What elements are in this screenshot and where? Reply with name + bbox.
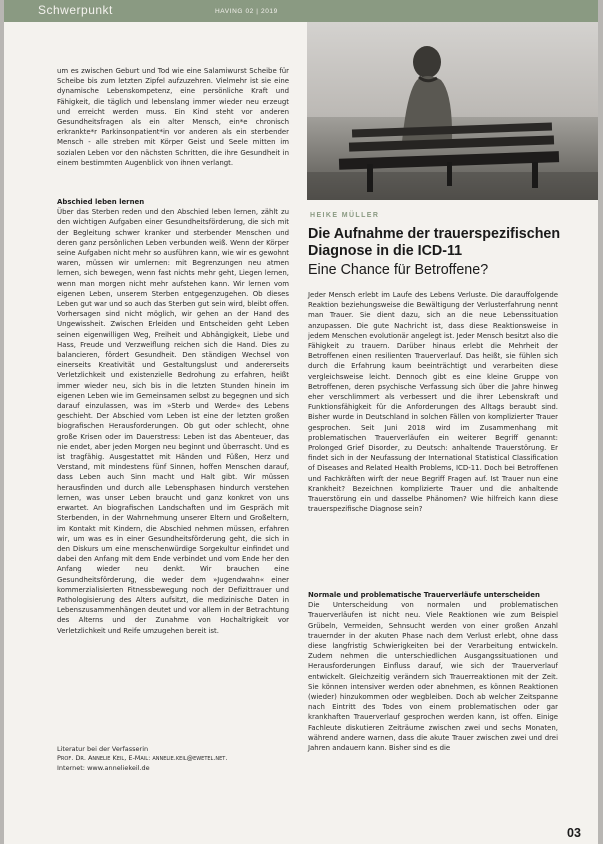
article-paragraph-1: Jeder Mensch erlebt im Laufe des Lebens Verluste. Die darauffolgende Reaktion beziehungsweise die Bewältigung der Verlusterfahrung nennt man Trauer. Sie dient dazu, sich an die neue Lebenssituation anzupassen. Die gute Nachricht ist, dass diese Reaktionsweise in jedem Menschen evolutionär angelegt ist. Jeder Mensch besitzt also die Fähigkeit zu trauern. Darüber hinaus erlebt die Mehrheit der Betroffenen einen resilienten Trauerverlauf. Das heißt, sie fühlen sich durch die Erfahrung kaum beeinträchtigt und verarbeiten diese vergleichsweise leicht. Dennoch gibt es eine kleine Gruppe von Betroffenen, deren psychische Verfassung sich über die Jahre hinweg eher verschlimmert als verbessert und die ihrer Lebenskraft und Funktionsfähigkeit für die Anforderungen des Alltags beraubt sind. Bisher wurde in Deutschland in solchen Fällen von komplizierter Trauer gesprochen. Seit Juni 2018 wird im Zusammenhang mit problematischen Trauerverläufen ein weiterer Begriff genannt: Prolonged Grief Disorder, zu Deutsch: anhaltende Trauerstörung. Er findet sich in der Neufassung der International Statistical Classification of Diseases and Related Health Problems, ICD-11. Doch bei Betroffenen und Fachkräften wirft der neue Begriff Fragen auf. Ist Trauer nun eine Krankheit? Bezeichnen komplizierte Trauer und die anhaltende Trauerstörung ein und dasselbe Phänomen? Wie hilfreich kann diese trauerspezifische Diagnose sein? — [308, 291, 558, 514]
section-heading: Abschied leben lernen — [57, 198, 145, 206]
section-title: Schwerpunkt — [38, 3, 113, 17]
article-heading-2: Normale und problematische Trauerverläufe unterscheiden — [308, 591, 540, 599]
author-contact: Prof. Dr. Annelie Keil, E-Mail: annelie.keil@ewetel.net. — [57, 754, 228, 762]
author-website: Internet: www.anneliekeil.de — [57, 763, 150, 772]
photo-image — [307, 22, 598, 200]
person-on-bench-photo — [307, 22, 598, 200]
left-intro-text — [57, 66, 289, 168]
right-text-1 — [308, 290, 558, 514]
left-main-text — [57, 197, 289, 636]
footnote-heading: Literatur bei der Verfasserin — [57, 745, 149, 753]
author-footnote — [57, 745, 289, 773]
right-text-2 — [308, 590, 558, 753]
issue-label: HAVING 02 | 2019 — [215, 8, 278, 15]
page-number: 03 — [567, 826, 581, 840]
body-paragraph: Über das Sterben reden und den Abschied leben lernen, zählt zu den wichtigen Aufgaben einer Gesundheitsförderung, die sich mit der Begleitung schwer kranker und sterbender Menschen und deren ganz persönlichen Leben verbunden weiß. Wenn der Körper seine Aufgaben nicht mehr so ausführen kann, wie wir es gewohnt waren, müssen wir umlernen: mit Begrenzungen neu atmen lernen, sich bewegen, wenn fast nichts mehr geht, Liegen lernen, wenn man morgen nicht mehr aufstehen kann. Wir lernen vom eigenen Leben, unserem Sterben entgegenzugehen. Ob dieses Leben gut war und so auch das Sterben gut sein wird, bleibt offen. Vorhersagen sind nicht möglich, wir gehen an der Hand des Ungewissheit. Zwischen Erleiden und Entscheiden geht Leben seinen eigenwilligen Weg, Freiheit und Abhängigkeit, Liebe und Hass, Freude und Verzweiflung reichen sich die Hand. Dies zu balancieren, fördert Gesundheit. Den ständigen Wechsel von einerseits Kreativität und Gestaltungslust und andererseits Verletzlichkeit und existenzielle Bedrohung zu erfahren, heißt immer wieder neu, sich bis in die letzten Stunden hinein im eigenen Leben wie im Gemeinsamen selbst zu begegnen und sich darauf einzulassen, was im »Sterb und Werde« des Lebens geschieht. Der Abschied vom Leben ist eine der letzten großen biografischen Herausforderungen. Ob gut oder schlecht, ohne große Krisen oder im Dauerstress: Leben ist das Abenteuer, das nie endet, aber jeden Morgen neu beginnt und überrascht. Und es ist tragfähig. Ausgestattet mit Händen und Füßen, Herz und Verstand, mit mindestens fünf Sinnen, hoffen Menschen darauf, dass Leben auch Sinn macht und Halt gibt. Wir müssen herausfinden und durch alle Lebensphasen hindurch verstehen lernen, was unser Leben braucht und ganz konkret von uns erwartet. An biografischen Landschaften und im Gespräch mit Sterbenden, in der Wahrnehmung unserer Eltern und Großeltern, im Kontakt mit Kindern, die Abschied nehmen müssen, erfahren wir, um was es in einer Gesundheitsförderung geht, die sich in den Diskurs um eine menschenwürdige Sorgekultur einfindet und dabei den Anfang mit dem Ende verbindet und vom Ende her den Anfang wieder neu denkt. Wir brauchen eine Gesundheitsförderung, die weder dem »Jugendwahn« einer kommerzialisierten Fitnessbewegung noch der Defizittrauer und Pathologisierung des Alters aufsitzt, die medizinische Daten in Lebenszusammenhängen deutet und vor allem in der Betrachtung des Alterns und der Zunahme von Hochaltrigkeit vor Verletzlichkeit und Reife umzugehen bereit ist. — [57, 208, 289, 635]
article-title: Die Aufnahme der trauerspezifischen Diagnose in die ICD-11 — [308, 226, 561, 259]
author-name: HEIKE MÜLLER — [310, 212, 380, 219]
intro-paragraph: um es zwischen Geburt und Tod wie eine Salamiwurst Scheibe für Scheibe bis zum letzten Zipfel aufzuzehren. Vielmehr ist sie eine dynamische Lebenskompetenz, eine persönliche Kraft und Fähigkeit, die täglich und lebenslang immer wieder neu erzeugt und erreicht werden muss. Ein Kind steht vor anderen Gesundheitsfragen als ein alter Mensch, ein*e chronisch erkrankte*r Parkinsonpatient*in vor anderen als ein sterbender Mensch - alle streben mit Körper Geist und Seele mitten im sozialen Leben vor den nächsten Schritten, die ihre Gesundheit in einem bestimmten Augenblick von ihnen verlangt. — [57, 67, 289, 167]
article-paragraph-2: Die Unterscheidung von normalen und problematischen Trauerverläufen ist nicht neu. Viele Reaktionen wie zum Beispiel Grübeln, Vermeiden, Sehnsucht werden von einer großen Anzahl trauernder in der akuten Phase nach dem Verlust erlebt, ohne dass diese langfristig Schwierigkeiten bei der Verarbeitung entwickeln. Zudem nehmen die unterschiedlichen Ausgangssituationen und Herausforderungen Einfluss darauf, wie sich der Trauerverlauf entwickelt. Gleichzeitig verändern sich Trauerreaktionen mit der Zeit. Sie können intensiver werden oder abnehmen, es können Reaktionen (wieder) hinzukommen oder wegbleiben. Doch ab welcher Zeitspanne nach Eintritt des Todes von einem problematischen oder gar krankhaften Trauerverlauf gesprochen werden kann, ist offen. Einige Fachleute diskutieren Zeiträume zwischen zwei und sechs Monaten, während andere warnen, dass die akute Trauer zwischen zwei und drei Jahren andauern kann. Bisher sind es die — [308, 601, 558, 753]
article-subtitle: Eine Chance für Betroffene? — [308, 262, 489, 278]
